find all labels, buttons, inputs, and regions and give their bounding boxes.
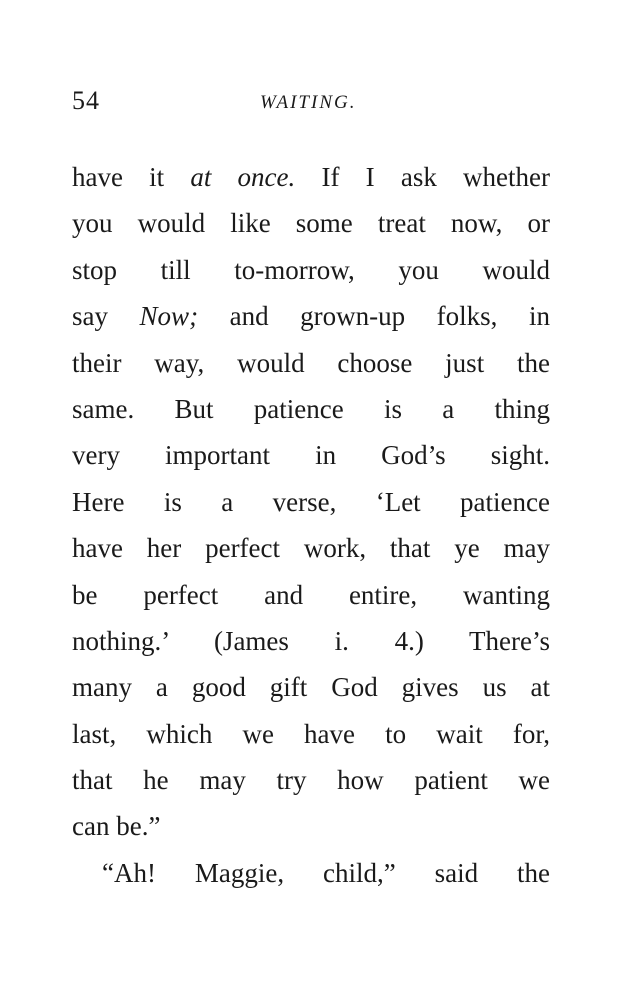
text-line-11: nothing.’ (James i. 4.) There’s — [72, 625, 550, 656]
running-title: WAITING. — [260, 92, 357, 113]
text-line-8: Here is a verse, ‘Let patience — [72, 486, 550, 517]
page-number: 54 — [72, 86, 100, 115]
text-line-14: that he may try how patient we — [72, 765, 550, 796]
text-line-13: last, which we have to wait for, — [72, 718, 550, 749]
text-line-10: be perfect and entire, wanting — [72, 579, 550, 610]
text-line-15: can be.” — [72, 811, 161, 842]
text-line-7: very important in God’s sight. — [72, 440, 550, 471]
text-line-16: “Ah! Maggie, child,” said the — [102, 857, 550, 888]
text-line-1: have it at once. If I ask whether — [72, 162, 550, 192]
body-text — [72, 154, 550, 896]
text-line-6: same. But patience is a thing — [72, 393, 550, 424]
running-head — [72, 86, 552, 126]
text-line-4: say Now; and grown-up folks, in — [72, 301, 550, 332]
text-line-2: you would like some treat now, or — [72, 208, 550, 239]
text-line-9: have her perfect work, that ye may — [72, 533, 550, 564]
text-line-12: many a good gift God gives us at — [72, 672, 550, 703]
text-line-3: stop till to-morrow, you would — [72, 254, 550, 285]
text-line-5: their way, would choose just the — [72, 347, 550, 378]
